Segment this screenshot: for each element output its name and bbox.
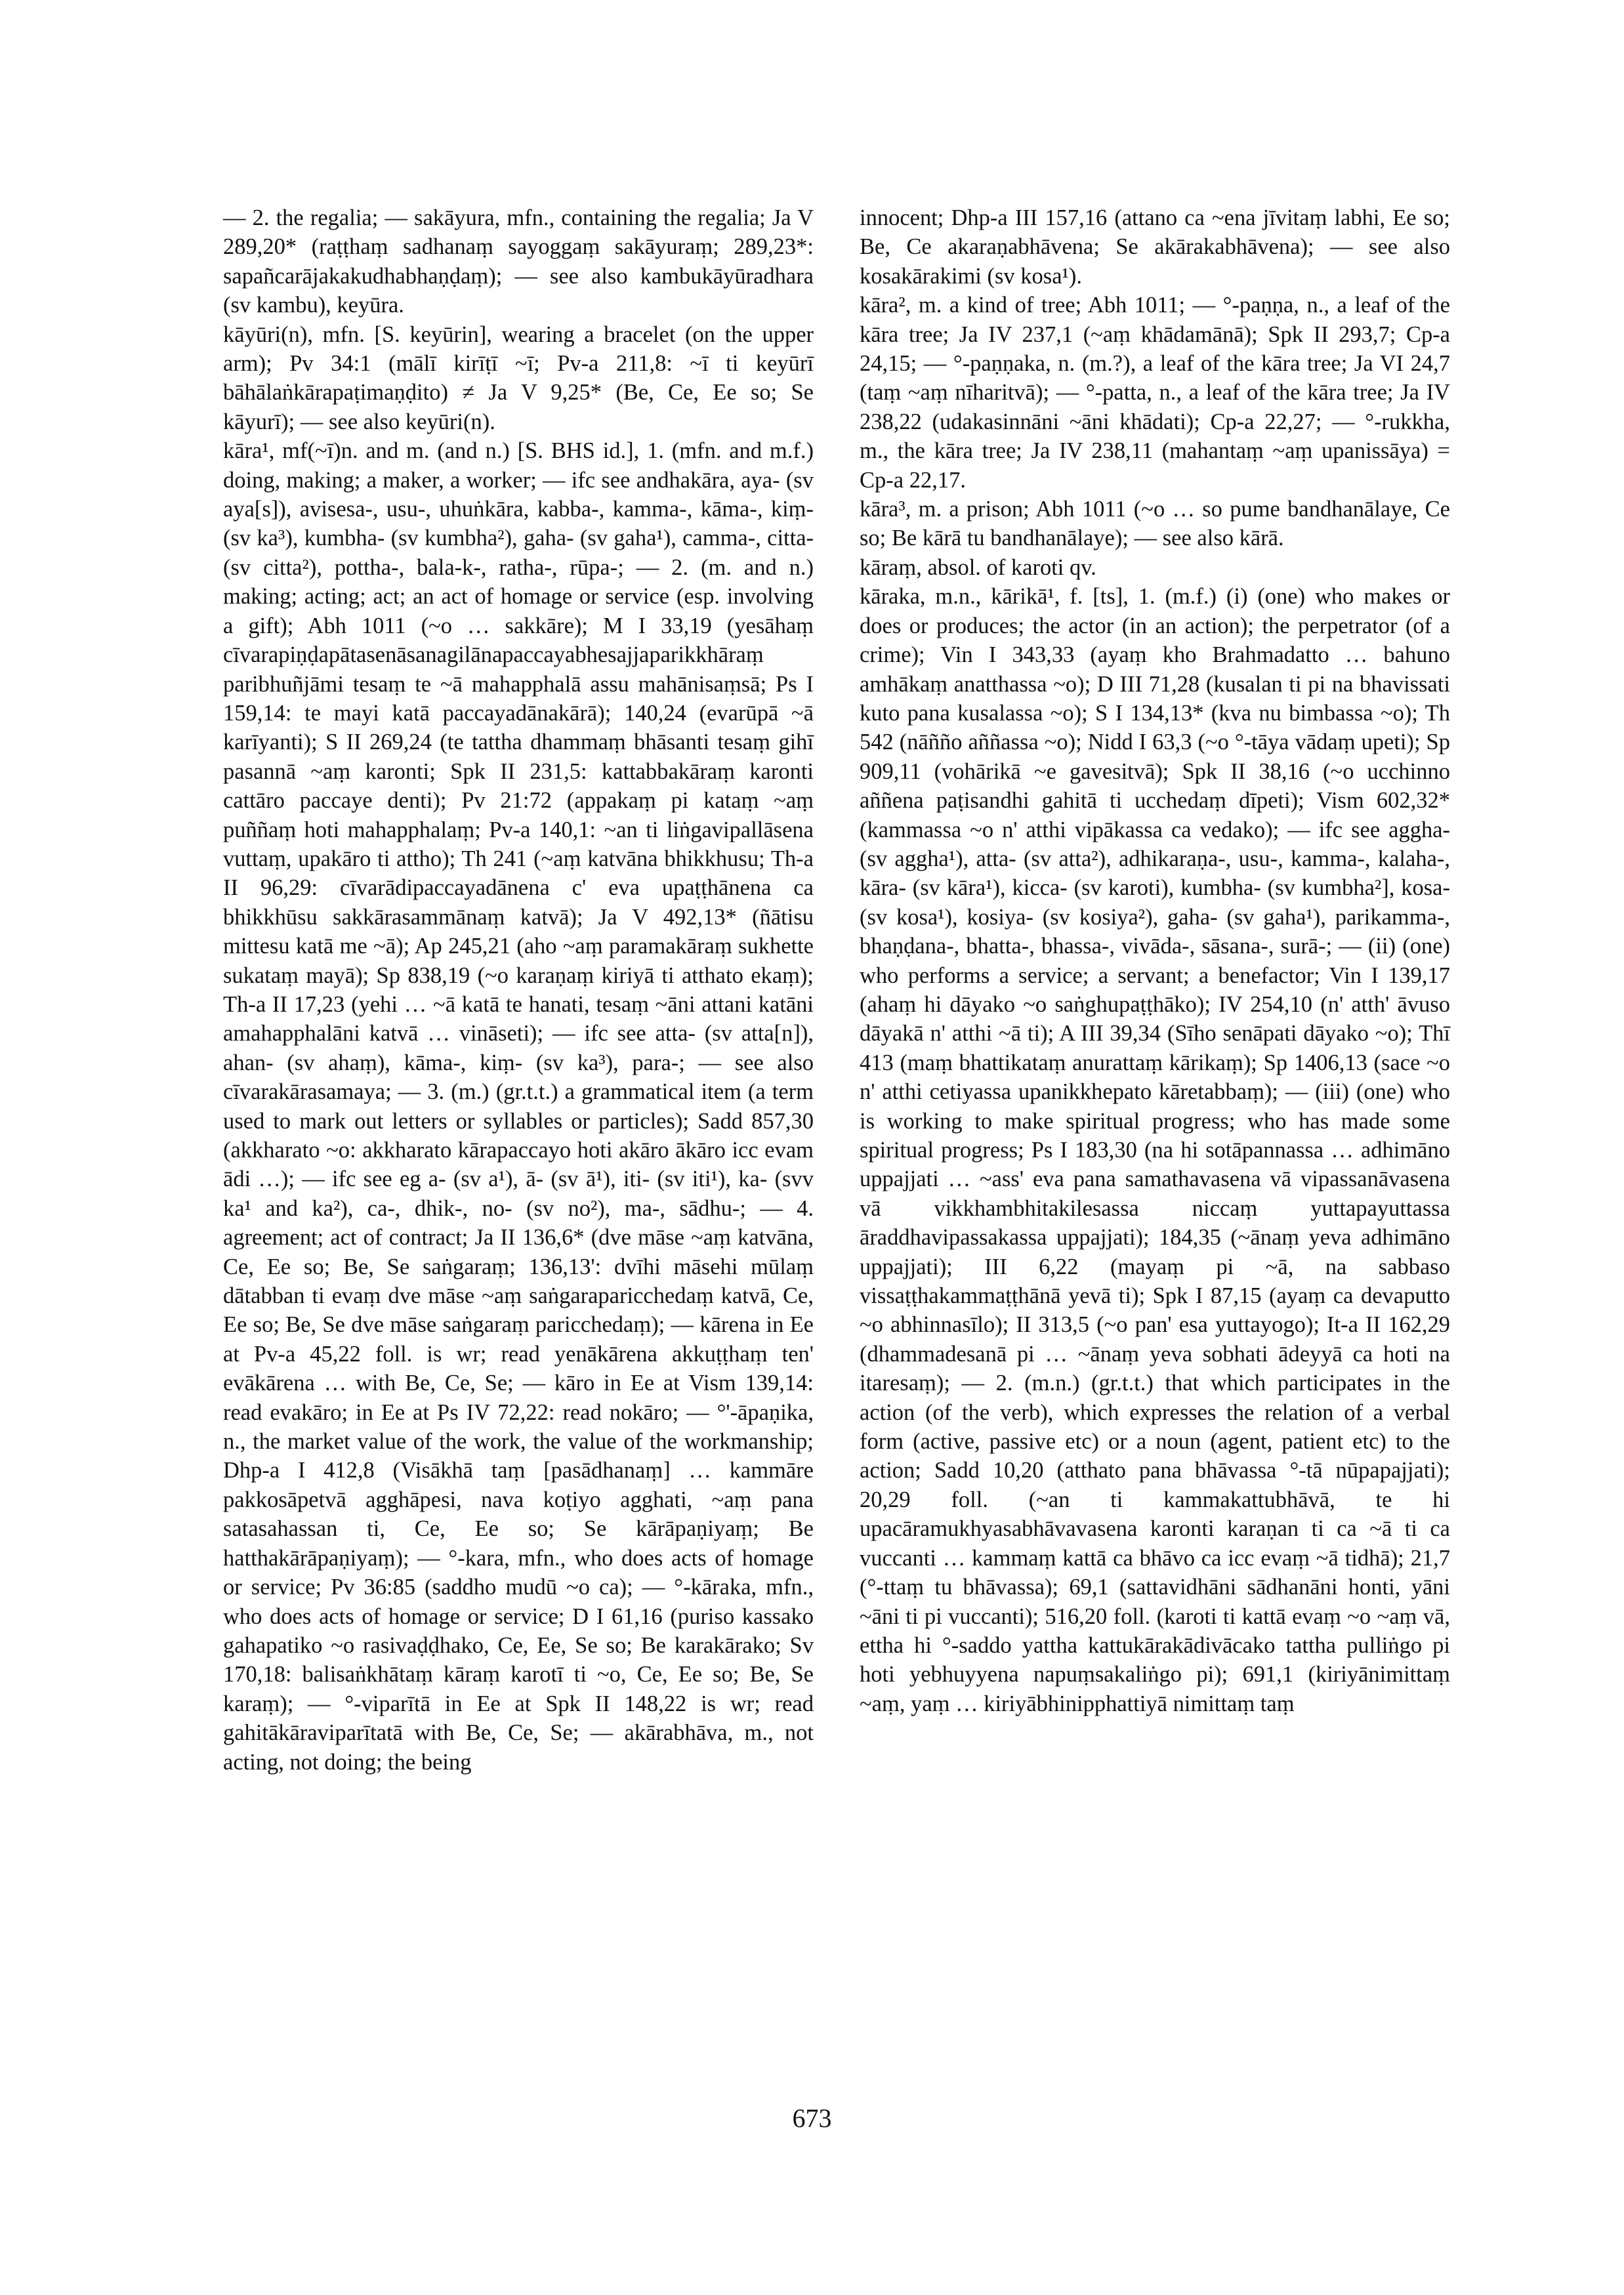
entry-paragraph: kāra³, m. a prison; Abh 1011 (~o … so pume bandhanālaye, Ce so; Be kārā tu bandhanālaye); — see also kārā. — [860, 497, 1450, 551]
entry-paragraph: — 2. the regalia; — sakāyura, mfn., containing the regalia; Ja V 289,20* (raṭṭhaṃ sadhanaṃ sayoggaṃ sakāyuraṃ; 289,23*: sapañcarājakakudhabhaṇḍaṃ); — see also kambukāyūradhara (sv kambu), keyūra. — [223, 205, 814, 318]
entry-paragraph: kāyūri(n), mfn. [S. keyūrin], wearing a bracelet (on the upper arm); Pv 34:1 (mālī kirīṭī ~ī; Pv-a 211,8: ~ī ti keyūrī bāhālaṅkārapaṭimaṇḍito) ≠ Ja V 9,25* (Be, Ce, Ee so; Se kāyurī); — see also keyūri(n). — [223, 321, 814, 434]
left-column — [223, 203, 814, 1777]
entry-paragraph: kāraka, m.n., kārikā¹, f. [ts], 1. (m.f.) (i) (one) who makes or does or produces; the actor (in an action); the perpetrator (of a crime); Vin I 343,33 (ayaṃ kho Brahmadatto … bahuno amhākaṃ anatthassa ~o); D III 71,28 (kusalan ti pi na bhavissati kuto pana kusalassa ~o); S I 134,13* (kva nu bimbassa ~o); Th 542 (nāñño aññassa ~o); Nidd I 63,3 (~o °-tāya vādaṃ upeti); Sp 909,11 (vohārikā ~e gavesitvā); Spk II 38,16 (~o ucchinno aññena paṭisandhi gahitā ti ucchedaṃ dīpeti); Vism 602,32* (kammassa ~o n' atthi vipākassa ca vedako); — ifc see aggha- (sv aggha¹), atta- (sv atta²), adhikaraṇa-, usu-, kamma-, kalaha-, kāra- (sv kāra¹), kicca- (sv karoti), kumbha- (sv kumbha²], kosa- (sv kosa¹), kosiya- (sv kosiya²), gaha- (sv gaha¹), parikamma-, bhaṇḍana-, bhatta-, bhassa-, vivāda-, sāsana-, surā-; — (ii) (one) who performs a service; a servant; a benefactor; Vin I 139,17 (ahaṃ hi dāyako ~o saṅghupaṭṭhāko); IV 254,10 (n' atth' āvuso dāyakā n' atthi ~ā ti); A III 39,34 (Sīho senāpati dāyako ~o); Thī 413 (maṃ bhattikataṃ anurattaṃ kārikaṃ); Sp 1406,13 (sace ~o n' atthi cetiyassa upanikkhepato kāretabbaṃ); — (iii) (one) who is working to make spiritual progress; who has made some spiritual progress; Ps I 183,30 (na hi sotāpannassa … adhimāno uppajjati … ~ass' eva pana samathavasena vā vipassanāvasena vā vikkhambhitakilesassa niccaṃ yuttapayuttassa āraddhavipassakassa uppajjati); 184,35 (~ānaṃ yeva adhimāno uppajjati); III 6,22 (mayaṃ pi ~ā, na sabbaso vissaṭṭhakammaṭṭhānā yevā ti); Spk I 87,15 (ayaṃ ca devaputto ~o abhinnasīlo); II 313,5 (~o pan' esa yuttayogo); It-a II 162,29 (dhammadesanā pi … ~ānaṃ yeva sobhati ādeyyā ca hoti na itaresaṃ); — 2. (m.n.) (gr.t.t.) that which participates in the action (of the verb), which expresses the relation of a verbal form (active, passive etc) or a noun (agent, patient etc) to the action; Sadd 10,20 (atthato pana bhāvassa °-tā nūpapajjati); 20,29 foll. (~an ti kammakattubhāvā, te hi upacāramukhyasabhāvavasena karonti karaṇan ti ca ~ā ti ca vuccanti … kammaṃ kattā ca bhāvo ca icc evaṃ ~ā tidhā); 21,7 (°-ttaṃ tu bhāvassa); 69,1 (sattavidhāni sādhanāni honti, yāni ~āni ti pi vuccanti); 516,20 foll. (karoti ti kattā evaṃ ~o ~aṃ vā, ettha hi °-saddo yattha kattukārakādivācako tattha pulliṅgo pi hoti yebhuyyena napuṃsakaliṅgo pi); 691,1 (kiriyānimittaṃ ~aṃ, yaṃ … kiriyābhinipphattiyā nimittaṃ taṃ — [860, 584, 1450, 1716]
entry-paragraph: kāraṃ, absol. of karoti qv. — [860, 554, 1096, 580]
page-number: 673 — [792, 2103, 832, 2133]
entry-paragraph: kāra¹, mf(~ī)n. and m. (and n.) [S. BHS id.], 1. (mfn. and m.f.) doing, making; a maker, a worker; — ifc see andhakāra, aya- (sv aya[s]), avisesa-, usu-, uhuṅkāra, kabba-, kamma-, kāma-, kiṃ- (sv ka³), kumbha- (sv kumbha²), gaha- (sv gaha¹), camma-, citta- (sv citta²), pottha-, bala-k-, ratha-, rūpa-; — 2. (m. and n.) making; acting; act; an act of homage or service (esp. involving a gift); Abh 1011 (~o … sakkāre); M I 33,19 (yesāhaṃ cīvarapiṇḍapātasenāsanagilānapaccayabhesajjaparikkhāraṃ paribhuñjāmi tesaṃ te ~ā mahapphalā assu mahānisaṃsā; Ps I 159,14: te mayi katā paccayadānakārā); 140,24 (evarūpā ~ā karīyanti); S II 269,24 (te tattha dhammaṃ bhāsanti tesaṃ gihī pasannā ~aṃ karonti; Spk II 231,5: kattabbakāraṃ karonti cattāro paccaye denti); Pv 21:72 (appakaṃ pi kataṃ ~aṃ puññaṃ hoti mahapphalaṃ; Pv-a 140,1: ~an ti liṅgavipallāsena vuttaṃ, upakāro ti attho); Th 241 (~aṃ katvāna bhikkhusu; Th-a II 96,29: cīvarādipaccayadānena c' eva upaṭṭhānena ca bhikkhūsu sakkārasammānaṃ katvā); Ja V 492,13* (ñātisu mittesu katā me ~ā); Ap 245,21 (aho ~aṃ paramakāraṃ sukhette sukataṃ mayā); Sp 838,19 (~o karaṇaṃ kiriyā ti atthato ekaṃ); Th-a II 17,23 (yehi … ~ā katā te hanati, tesaṃ ~āni attani katāni amahapphalāni katvā … vināseti); — ifc see atta- (sv atta[n]), ahan- (sv ahaṃ), kāma-, kiṃ- (sv ka³), para-; — see also cīvarakārasamaya; — 3. (m.) (gr.t.t.) a grammatical item (a term used to mark out letters or syllables or particles); Sadd 857,30 (akkharato ~o: akkharato kārapaccayo hoti akāro ākāro icc evam ādi …); — ifc see eg a- (sv a¹), ā- (sv ā¹), iti- (sv iti¹), ka- (svv ka¹ and ka²), ca-, dhik-, no- (sv no²), ma-, sādhu-; — 4. agreement; act of contract; Ja II 136,6* (dve māse ~aṃ katvāna, Ce, Ee so; Be, Se saṅgaraṃ; 136,13': dvīhi māsehi mūlaṃ dātabban ti evaṃ dve māse ~aṃ saṅgaraparicchedaṃ katvā, Ce, Ee so; Be, Se dve māse saṅgaraṃ paricchedaṃ); — kārena in Ee at Pv-a 45,22 foll. is wr; read yenākārena akkuṭṭhaṃ ten' evākārena … with Be, Ce, Se; — kāro in Ee at Vism 139,14: read evakāro; in Ee at Ps IV 72,22: read nokāro; — °'-āpaṇika, n., the market value of the work, the value of the workmanship; Dhp-a I 412,8 (Visākhā taṃ [pasādhanaṃ] … kammāre pakkosāpetvā agghāpesi, nava koṭiyo agghati, ~aṃ pana satasahassan ti, Ce, Ee so; Se kārāpaṇiyaṃ; Be hatthakārāpaṇiyaṃ); — °-kara, mfn., who does acts of homage or service; Pv 36:85 (saddho mudū ~o ca); — °-kāraka, mfn., who does acts of homage or service; D I 61,16 (puriso kassako gahapatiko ~o rasivaḍḍhako, Ce, Ee, Se so; Be karakārako; Sv 170,18: balisaṅkhātaṃ kāraṃ karotī ti ~o, Ce, Ee so; Be, Se karaṃ); — °-viparītā in Ee at Spk II 148,22 is wr; read gahitākāraviparītatā with Be, Ce, Se; — akārabhāva, m., not acting, not doing; the being — [223, 438, 814, 1775]
right-column — [860, 203, 1450, 1718]
entry-paragraph: innocent; Dhp-a III 157,16 (attano ca ~ena jīvitaṃ labhi, Ee so; Be, Ce akaraṇabhāvena; Se akārakabhāvena); — see also kosakārakimi (sv kosa¹). — [860, 205, 1450, 289]
entry-paragraph: kāra², m. a kind of tree; Abh 1011; — °-paṇṇa, n., a leaf of the kāra tree; Ja IV 237,1 (~aṃ khādamānā); Spk II 293,7; Cp-a 24,15; — °-paṇṇaka, n. (m.?), a leaf of the kāra tree; Ja VI 24,7 (taṃ ~aṃ nīharitvā); — °-patta, n., a leaf of the kāra tree; Ja IV 238,22 (udakasinnāni ~āni khādati); Cp-a 22,27; — °-rukkha, m., the kāra tree; Ja IV 238,11 (mahantaṃ ~aṃ upanissāya) = Cp-a 22,17. — [860, 293, 1450, 493]
